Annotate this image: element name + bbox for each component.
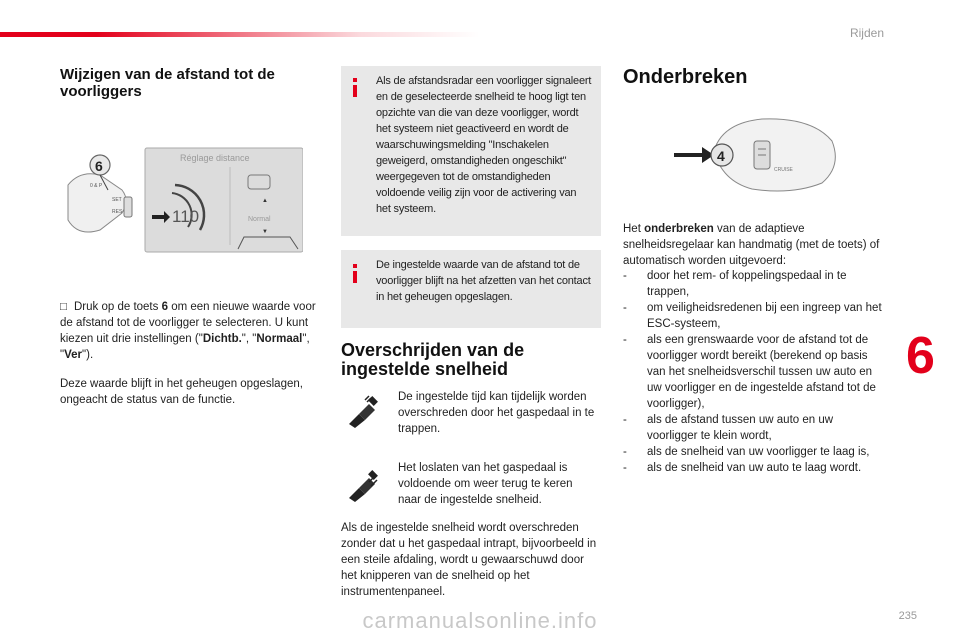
svg-text:CRUISE: CRUISE: [774, 167, 793, 173]
info-box-memory: [341, 250, 601, 328]
override-warning-text: Als de ingestelde snelheid wordt overschreden zonder dat u het gaspedaal intrapt, bijvoorbeeld in een steile afdaling, wordt u gewaarschuwd door het knipperen van de snelheid op het instrumentenpaneel.: [341, 522, 597, 598]
info-icon-dot: [353, 78, 357, 82]
list-item: - om veiligheidsredenen bij een ingreep van het ESC-systeem,: [623, 300, 885, 332]
list-item: - als de snelheid van uw voorligger te laag is,: [623, 444, 885, 460]
interrupt-conditions-list: [623, 268, 885, 476]
info-text-memory: De ingestelde waarde van de afstand tot de voorligger blijft na het afzetten van het contact in het geheugen opgeslagen.: [376, 259, 591, 303]
interrupt-button-illustration: [662, 111, 862, 196]
info-text-radar: Als de afstandsradar een voorligger signaleert en de geselecteerde snelheid te hoog ligt ten opzichte van die van deze voorligger, wordt het systeem niet geactiveerd en wordt de waarschuwingsmelding "Inschakelen geweigerd, omstandigheden ongeschikt" weergegeven tot de omstandigheden voldoende veilig zijn voor de activering van het systeem.: [376, 75, 592, 215]
svg-text:RES: RES: [112, 209, 123, 215]
list-item: - als de snelheid van uw auto te laag wordt.: [623, 460, 885, 476]
svg-text:Normal: Normal: [248, 216, 271, 223]
section-heading-distance: Wijzigen van de afstand tot de voorliggers: [60, 66, 275, 100]
page-number: 235: [898, 610, 917, 622]
watermark: carmanualsonline.info: [362, 608, 598, 633]
svg-text:Réglage distance: Réglage distance: [180, 153, 250, 163]
svg-text:▲: ▲: [262, 198, 268, 204]
interrupt-intro: Het onderbreken van de adaptieve snelheidsregelaar kan handmatig (met de toets) of automatisch worden uitgevoerd:: [623, 223, 880, 267]
info-box-radar: [341, 66, 601, 236]
info-icon: [353, 271, 357, 283]
svg-text:110: 110: [172, 207, 200, 226]
override-press-text: De ingestelde tijd kan tijdelijk worden overschreden door het gaspedaal in te trappen.: [398, 391, 595, 435]
svg-text:4: 4: [717, 148, 725, 164]
foot-release-pedal-icon: [345, 468, 381, 504]
instruction-text: □ Druk op de toets 6 om een nieuwe waarde voor de afstand tot de voorligger te selecteren. U kunt kiezen uit drie instellingen ("Dichtb.", "Normaal", "Ver").: [60, 301, 316, 361]
memory-note: Deze waarde blijft in het geheugen opgeslagen, ongeacht de status van de functie.: [60, 378, 303, 406]
info-icon: [353, 85, 357, 97]
override-release-text: Het loslaten van het gaspedaal is voldoende om weer terug te keren naar de ingestelde snelheid.: [398, 462, 573, 506]
section-heading-override: Overschrijden van de ingestelde snelheid: [341, 340, 525, 379]
section-heading-interrupt: Onderbreken: [623, 66, 748, 88]
svg-text:6: 6: [95, 158, 103, 174]
svg-text:▼: ▼: [262, 229, 268, 235]
info-icon-dot: [353, 264, 357, 268]
list-item: - door het rem- of koppelingspedaal in te trappen,: [623, 268, 885, 300]
distance-adjust-illustration: [60, 145, 303, 255]
svg-text:SET: SET: [112, 197, 122, 203]
list-item: - als de afstand tussen uw auto en uw voorligger te klein wordt,: [623, 412, 885, 444]
section-title: Rijden: [849, 26, 884, 40]
chapter-number: 6: [906, 327, 935, 385]
foot-press-pedal-icon: [345, 394, 381, 430]
header-accent-bar: [0, 32, 480, 37]
svg-text:0 & P: 0 & P: [90, 183, 103, 189]
list-item: - als een grenswaarde voor de afstand tot de voorligger wordt bereikt (berekend op basis van het snelheidsverschil tussen uw auto en uw voorligger en de ingestelde afstand tot de voorligger),: [623, 332, 885, 412]
checkbox-bullet-icon: □: [60, 301, 67, 313]
